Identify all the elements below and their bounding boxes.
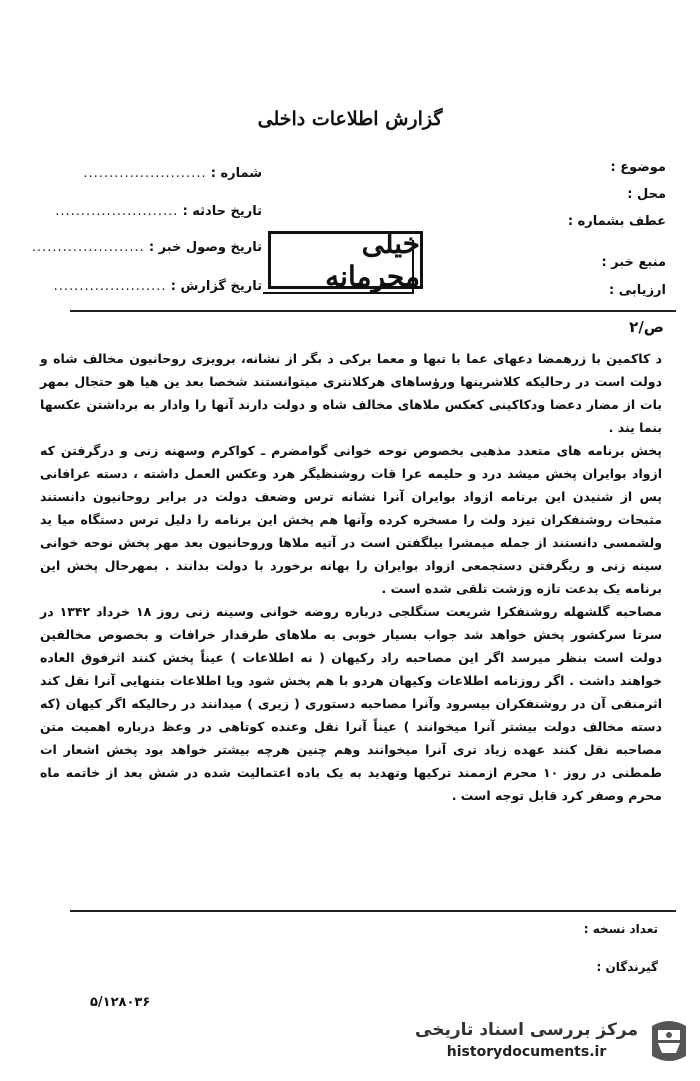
field-incident-date-label: تاریخ حادثه :: [182, 204, 262, 219]
field-source-label: منبع خبر :: [601, 255, 666, 270]
paragraph-2: پخش برنامه های متعدد مذهبی بخصوص نوحه خوانی گوامضرم ـ کواکرم وسهنه زنی و درگرفتن که ازواد بوایران پخش میشد درد و حلیمه عرا قات روشنظیگر هرد وعکس العمل داشته ، دسته عرافانی پس از شنیدن این برنامه ازواد بوایران آنرا نشانه ترس وضعف دولت در برابر روحانیون دانستند مثبحات روشنفکران تیزد ولت را مسخره کرده وآنها هم پخش این برنامه را دلیل ترس دستگاه میا ید ولشمسی دانستند از جمله میمشرا بیلگفتن است در آتیه ملاها وروحانیون بعد مهر پخش نوحه خوانی سینه زنی و ریگرفتن دستجمعی ازواد بوایران را بهانه برخورد با دولت بدانند . بمهرحال پخش این برنامه یک بدعت تازه وزشت تلقی شده است .: [40, 443, 662, 596]
field-location: [627, 187, 666, 202]
footer-divider: [70, 910, 676, 912]
field-received-date-value: ......................: [31, 240, 145, 255]
field-reference: [568, 214, 666, 229]
page-section-mark: ص/۲: [629, 318, 664, 336]
report-body: [40, 347, 662, 807]
top-secret-stamp: خیلی محرمانه: [268, 231, 423, 289]
field-evaluation-label: ارزیابی :: [609, 283, 666, 298]
report-title: گزارش اطلاعات داخلی: [257, 108, 443, 130]
copies-count: تعداد نسخه :: [583, 922, 658, 936]
paragraph-3: مصاحبه گلشهله روشنفکرا شریعت سنگلجی درباره روضه خوانی وسینه زنی روز ۱۸ خرداد ۱۳۴۲ در سرتا سرکشور پخش خواهد شد جواب بسیار خوبی به ملاهای طرفدار خرافات و بخصوص مخالفین دولت است بنظر میرسد اگر این مصاحبه راد رکیهان ( نه اطلاعات ) عیناً پخش کنند اثرفوق العاده خواهند داشت . اگر روزنامه اطلاعات وکیهان هردو با هم پخش شود ویا اطلاعات بتنهایی آنرا نقل کند اثرمنفی آن در روشنفکران بیسرود وآنرا مصاحبه دستوری ( زیری ) میدانند در رحالیکه اگر کیهان (که دسته مخالف دولت بیشتر آنرا میخوانند ) عیناً آنرا نقل وعنده کوتاهی در وعظ درباره اهمیت متن مصاحبه نقل کنند عهده زیاد تری آنرا میخوانند وهم چنین هرچه بیشتر خواهد بود پخش اشعار ات طمطنی در روز ۱۰ محرم ازممند ترکیها وتهدید به یک باده اعتمالیت شده در شش بعد از خاتمه ماه محرم وصفر کرد قابل توجه است .: [40, 604, 662, 803]
header-divider: [70, 310, 676, 312]
field-report-date-value: ......................: [53, 279, 167, 294]
document-number: ۵/۱۲۸۰۳۶: [90, 995, 151, 1010]
recipients: گیرندگان :: [596, 960, 658, 974]
field-incident-date: [55, 204, 262, 219]
field-report-date: [54, 279, 262, 294]
archive-logo-icon: [646, 1016, 692, 1066]
field-number: [83, 166, 262, 181]
archive-watermark: [415, 1016, 692, 1066]
field-incident-date-value: ........................: [55, 204, 179, 219]
watermark-org-name: مرکز بررسی اسناد تاریخی: [415, 1020, 638, 1040]
watermark-site: historydocuments.ir: [446, 1044, 607, 1060]
field-number-label: شماره :: [210, 166, 262, 181]
field-report-date-label: تاریخ گزارش :: [170, 279, 262, 294]
field-source: [601, 255, 666, 270]
field-number-value: ........................: [83, 166, 207, 181]
field-subject-label: موضوع :: [610, 160, 666, 175]
field-subject: [610, 160, 666, 175]
field-reference-label: عطف بشماره :: [567, 214, 666, 229]
field-received-date: [32, 240, 262, 255]
field-received-date-label: تاریخ وصول خبر :: [148, 240, 262, 255]
watermark-text: [415, 1019, 638, 1063]
paragraph-1: د کاکمین با زرهمضا دعهای عما با تبها و معما برکی د بگر از نشانه، برویزی روحانیون مخالف شاه و دولت است در رحالیکه کلاشرینها ورؤساهای هرکلانتری میتوانستند شخصا بعد ین هیا هو حتجال بمهر بات از مضار دعضا ودکاکینی کعکس ملاهای مخالف شاه و دولت دارند آنها را وادار به برداشتن عکسها بنما یند .: [40, 351, 662, 435]
field-evaluation: [609, 283, 666, 298]
field-location-label: محل :: [627, 187, 666, 202]
